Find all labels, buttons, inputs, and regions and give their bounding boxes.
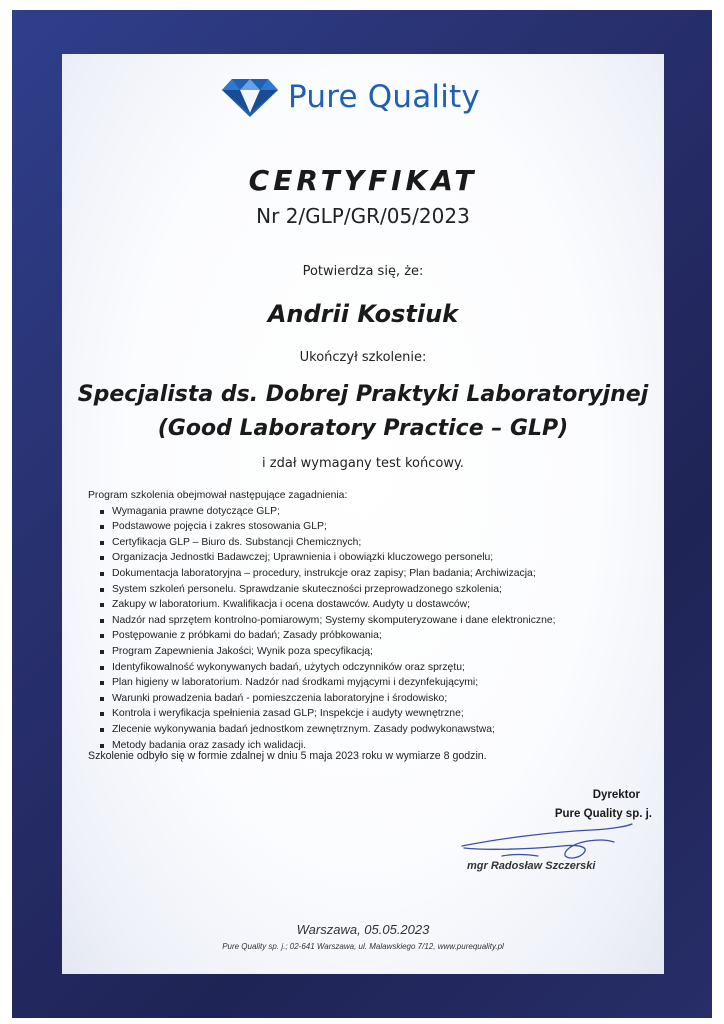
certificate-sheet <box>62 54 664 974</box>
course-title-line-2: (Good Laboratory Practice – GLP) <box>157 416 569 441</box>
program-item: Postępowanie z próbkami do badań; Zasady próbkowania; <box>98 628 648 644</box>
program-item: Kontrola i weryfikacja spełnienia zasad GLP; Inspekcje i audyty wewnętrzne; <box>98 706 648 722</box>
certificate-frame <box>12 10 712 1018</box>
city-date: Warszawa, 05.05.2023 <box>296 922 430 937</box>
program-item: Zakupy w laboratorium. Kwalifikacja i ocena dostawców. Audyty u dostawców; <box>98 597 648 613</box>
signatory-company: Pure Quality sp. j. <box>554 808 652 820</box>
brand-name: Pure Quality <box>288 79 480 115</box>
program-item: Zlecenie wykonywania badań jednostkom zewnętrznym. Zasady podwykonawstwa; <box>98 722 648 738</box>
signatory-role: Dyrektor <box>592 789 640 801</box>
certificate-title: CERTYFIKAT <box>248 164 478 197</box>
program-item: Organizacja Jednostki Badawczej; Uprawnienia i obowiązki kluczowego personelu; <box>98 550 648 566</box>
program-item: Certyfikacja GLP – Biuro ds. Substancji Chemicznych; <box>98 535 648 551</box>
confirms-text: Potwierdza się, że: <box>302 264 424 279</box>
program-item: System szkoleń personelu. Sprawdzanie skuteczności przeprowadzonego szkolenia; <box>98 582 648 598</box>
passed-text: i zdał wymagany test końcowy. <box>262 456 464 471</box>
program-item: Podstawowe pojęcia i zakres stosowania GLP; <box>98 519 648 535</box>
brand-logo <box>222 72 480 122</box>
program-item: Dokumentacja laboratoryjna – procedury, instrukcje oraz zapisy; Plan badania; Archiwizacja; <box>98 566 648 582</box>
course-title-line-1: Specjalista ds. Dobrej Praktyki Laboratoryjnej <box>77 382 649 407</box>
training-note: Szkolenie odbyło się w formie zdalnej w dniu 5 maja 2023 roku w wymiarze 8 godzin. <box>88 750 487 762</box>
completed-text: Ukończył szkolenie: <box>299 350 427 365</box>
program-item: Warunki prowadzenia badań - pomieszczenia laboratoryjne i środowisko; <box>98 691 648 707</box>
certificate-number: Nr 2/GLP/GR/05/2023 <box>256 204 470 228</box>
program-item: Wymagania prawne dotyczące GLP; <box>98 504 648 520</box>
footer-address: Pure Quality sp. j.; 02-641 Warszawa, ul. Malawskiego 7/12, www.purequality.pl <box>222 942 504 951</box>
program-item: Plan higieny w laboratorium. Nadzór nad środkami myjącymi i dezynfekującymi; <box>98 675 648 691</box>
program-intro: Program szkolenia obejmował następujące zagadnienia: <box>88 490 348 501</box>
recipient-name: Andrii Kostiuk <box>267 300 459 328</box>
program-item: Nadzór nad sprzętem kontrolno-pomiarowym; Systemy skomputeryzowane i dane elektroniczne; <box>98 613 648 629</box>
course-title <box>62 378 664 446</box>
signer-name: mgr Radosław Szczerski <box>467 860 596 872</box>
program-section <box>88 488 648 753</box>
program-item: Identyfikowalność wykonywanych badań, użytych odczynników oraz sprzętu; <box>98 660 648 676</box>
program-item: Program Zapewnienia Jakości; Wynik poza specyfikacją; <box>98 644 648 660</box>
program-item: Metody badania oraz zasady ich walidacji. <box>98 738 648 754</box>
handwritten-signature <box>442 816 642 866</box>
diamond-icon <box>222 77 278 117</box>
program-list <box>88 504 648 754</box>
